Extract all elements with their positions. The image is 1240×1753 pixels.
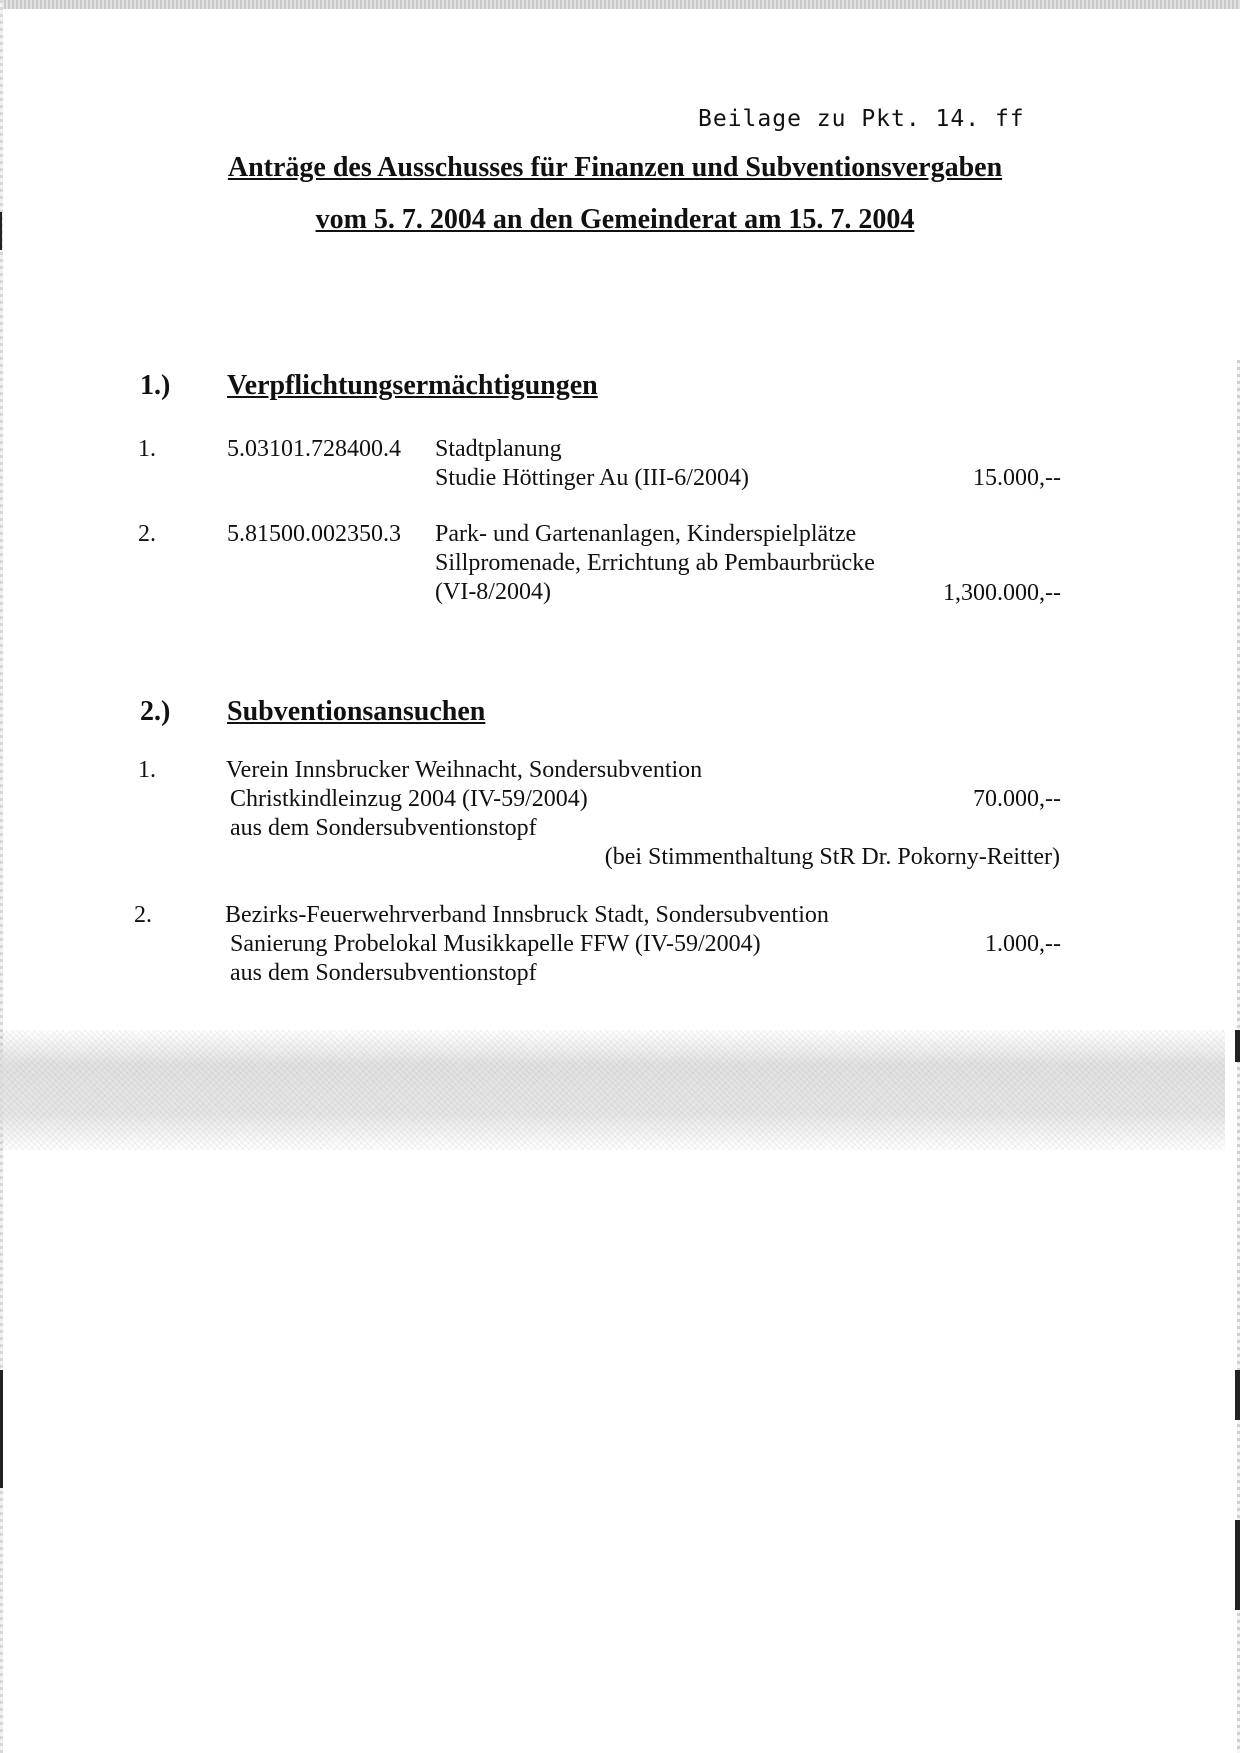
- scan-mark: [0, 1370, 3, 1488]
- section2-title: Subventionsansuchen: [227, 696, 486, 727]
- scan-mark: [1235, 1520, 1240, 1610]
- section2-item1-note: (bei Stimmenthaltung StR Dr. Pokorny-Reitter): [604, 844, 1060, 870]
- section1-item2-line3: (VI-8/2004): [435, 579, 551, 605]
- scan-mark: [1235, 1030, 1240, 1062]
- section1-item2-number: 2.: [138, 521, 156, 547]
- section1-title: Verpflichtungsermächtigungen: [227, 370, 598, 401]
- section1-number: 1.): [140, 370, 171, 401]
- section2-item2-line1: Bezirks-Feuerwehrverband Innsbruck Stadt, Sondersubvention: [225, 902, 829, 928]
- section1-item2-account: 5.81500.002350.3: [227, 521, 401, 547]
- section2-item1-line2: Christkindleinzug 2004 (IV-59/2004): [230, 786, 588, 812]
- section1-item2-line2: Sillpromenade, Errichtung ab Pembaurbrücke: [435, 550, 875, 576]
- section1-item2-line1: Park- und Gartenanlagen, Kinderspielplätze: [435, 521, 857, 547]
- section1-item1-account: 5.03101.728400.4: [227, 436, 401, 462]
- section2-item1-amount: 70.000,--: [973, 786, 1061, 812]
- section2-item1-number: 1.: [138, 757, 156, 783]
- section2-item2-number: 2.: [134, 902, 152, 928]
- section1-item1-line1: Stadtplanung: [435, 436, 562, 462]
- attachment-reference: Beilage zu Pkt. 14. ff: [698, 106, 1025, 132]
- section2-number: 2.): [140, 696, 171, 727]
- document-title-line2: vom 5. 7. 2004 an den Gemeinderat am 15. 7. 2004: [315, 204, 915, 235]
- section1-item1-number: 1.: [138, 436, 156, 462]
- section2-item1-line3: aus dem Sondersubventionstopf: [230, 815, 537, 841]
- document-title-line1: Anträge des Ausschusses für Finanzen und Subventionsvergaben: [227, 152, 1003, 183]
- scan-noise-band: [0, 1030, 1225, 1150]
- section2-item1-line1: Verein Innsbrucker Weihnacht, Sondersubvention: [226, 757, 703, 783]
- section2-item2-line2: Sanierung Probelokal Musikkapelle FFW (IV-59/2004): [230, 931, 761, 957]
- section1-item1-line2: Studie Höttinger Au (III-6/2004): [435, 465, 749, 491]
- section1-item1-amount: 15.000,--: [973, 465, 1061, 491]
- section2-item2-line3: aus dem Sondersubventionstopf: [230, 960, 537, 986]
- scan-edge-top: [0, 0, 1240, 9]
- scan-mark: [1235, 1370, 1240, 1420]
- scan-edge-left: [0, 0, 3, 1753]
- section2-item2-amount: 1.000,--: [985, 931, 1061, 957]
- section1-item2-amount: 1,300.000,--: [943, 580, 1061, 606]
